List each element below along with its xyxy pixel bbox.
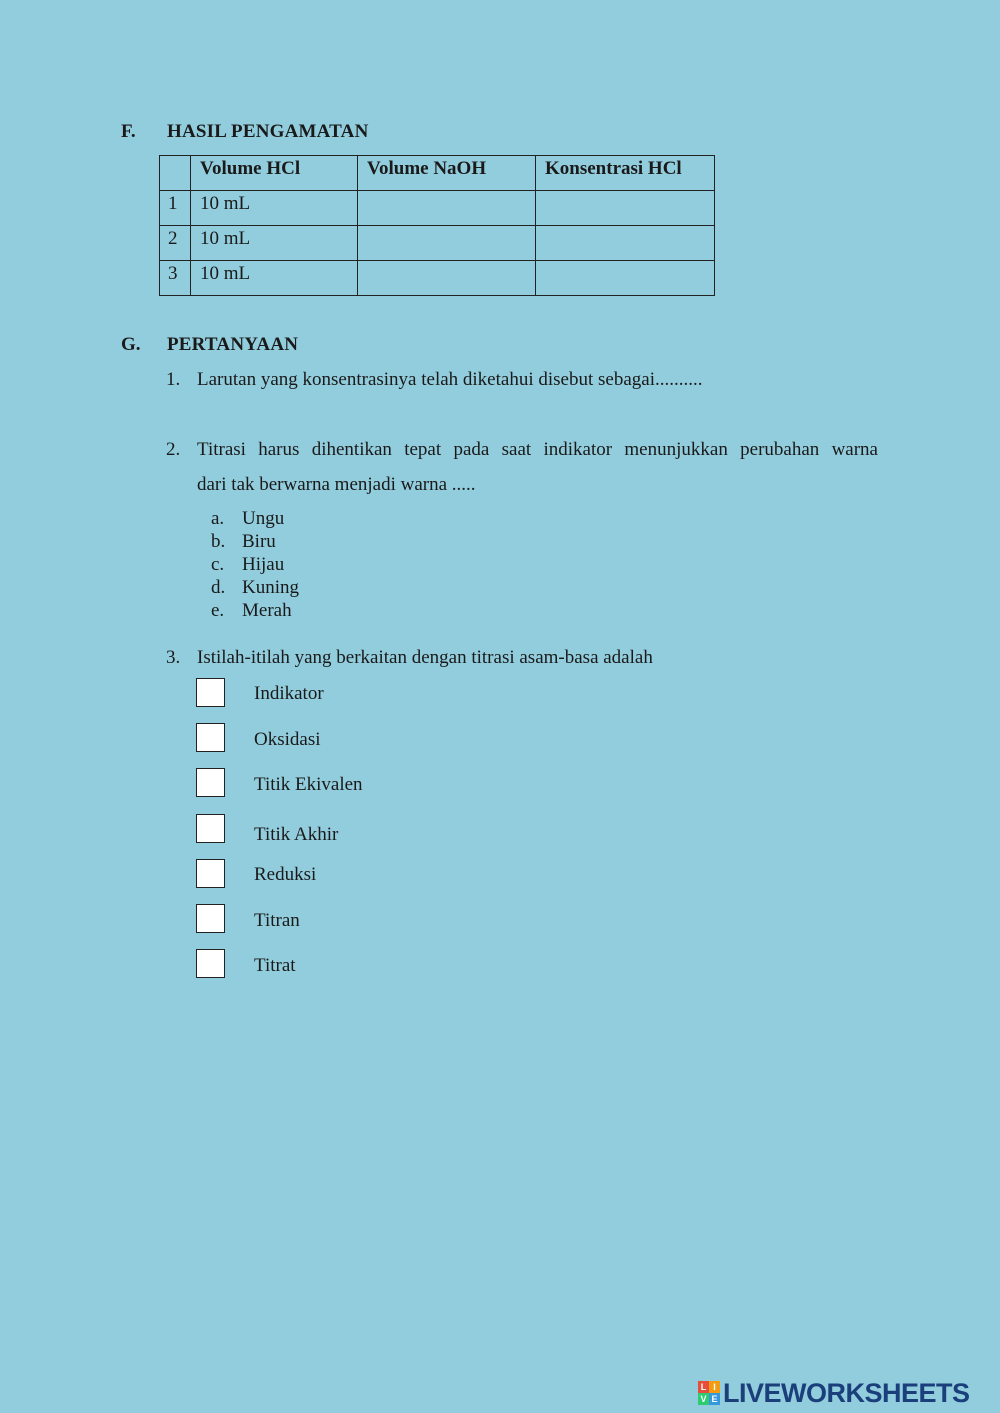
table-header-cell — [160, 156, 191, 191]
table-cell: 3 — [160, 261, 191, 296]
checkbox-titik-ekivalen[interactable] — [196, 768, 225, 797]
question-2-number: 2. — [166, 439, 181, 460]
option-letter: c. — [211, 554, 225, 575]
logo-tile: E — [709, 1393, 720, 1405]
table-cell-input[interactable] — [358, 261, 536, 296]
checkbox-label: Oksidasi — [254, 729, 321, 750]
option-ungu[interactable]: Ungu — [242, 508, 285, 529]
checkbox-titrat[interactable] — [196, 949, 225, 978]
logo-tile: I — [709, 1381, 720, 1393]
checkbox-label: Titran — [254, 910, 300, 931]
table-cell: 10 mL — [191, 226, 358, 261]
checkbox-reduksi[interactable] — [196, 859, 225, 888]
logo-tile: V — [698, 1393, 709, 1405]
question-1-number: 1. — [166, 369, 181, 390]
section-g-letter: G. — [121, 334, 141, 355]
checkbox-oksidasi[interactable] — [196, 723, 225, 752]
table-cell-input[interactable] — [358, 191, 536, 226]
table-header-row — [160, 156, 715, 191]
table-cell: 1 — [160, 191, 191, 226]
section-g-title: PERTANYAAN — [167, 334, 299, 355]
option-letter: d. — [211, 577, 226, 598]
question-3-number: 3. — [166, 647, 181, 668]
liveworksheets-logo[interactable] — [698, 1378, 970, 1408]
table-cell: 2 — [160, 226, 191, 261]
table-row — [160, 191, 715, 226]
section-f-letter: F. — [121, 121, 136, 142]
option-letter: e. — [211, 600, 225, 621]
option-hijau[interactable]: Hijau — [242, 554, 285, 575]
checkbox-indikator[interactable] — [196, 678, 225, 707]
table-cell: 10 mL — [191, 261, 358, 296]
logo-tile: L — [698, 1381, 709, 1393]
option-merah[interactable]: Merah — [242, 600, 292, 621]
question-1-text: Larutan yang konsentrasinya telah diketahui disebut sebagai.......... — [197, 369, 703, 390]
question-2-line-2: dari tak berwarna menjadi warna ..... — [197, 474, 476, 495]
logo-tiles-icon — [698, 1381, 720, 1405]
checkbox-label: Titik Ekivalen — [254, 774, 363, 795]
table-cell-input[interactable] — [536, 226, 715, 261]
table-cell-input[interactable] — [358, 226, 536, 261]
checkbox-label: Titik Akhir — [254, 824, 339, 845]
checkbox-titran[interactable] — [196, 904, 225, 933]
logo-text: LIVEWORKSHEETS — [723, 1378, 970, 1408]
option-letter: a. — [211, 508, 225, 529]
table-cell-input[interactable] — [536, 191, 715, 226]
option-letter: b. — [211, 531, 226, 552]
checkbox-label: Indikator — [254, 683, 324, 704]
question-2-line-1: Titrasi harus dihentikan tepat pada saat indikator menunjukkan perubahan warna — [197, 439, 878, 460]
table-header-cell: Volume NaOH — [358, 156, 536, 191]
option-biru[interactable]: Biru — [242, 531, 276, 552]
table-header-cell: Volume HCl — [191, 156, 358, 191]
checkbox-label: Reduksi — [254, 864, 317, 885]
table-cell: 10 mL — [191, 191, 358, 226]
observation-table — [159, 155, 715, 296]
checkbox-titik-akhir[interactable] — [196, 814, 225, 843]
table-header-cell: Konsentrasi HCl — [536, 156, 715, 191]
table-row — [160, 226, 715, 261]
question-3-text: Istilah-itilah yang berkaitan dengan titrasi asam-basa adalah — [197, 647, 653, 668]
table-cell-input[interactable] — [536, 261, 715, 296]
section-f-title: HASIL PENGAMATAN — [167, 121, 369, 142]
table-row — [160, 261, 715, 296]
option-kuning[interactable]: Kuning — [242, 577, 299, 598]
checkbox-label: Titrat — [254, 955, 296, 976]
